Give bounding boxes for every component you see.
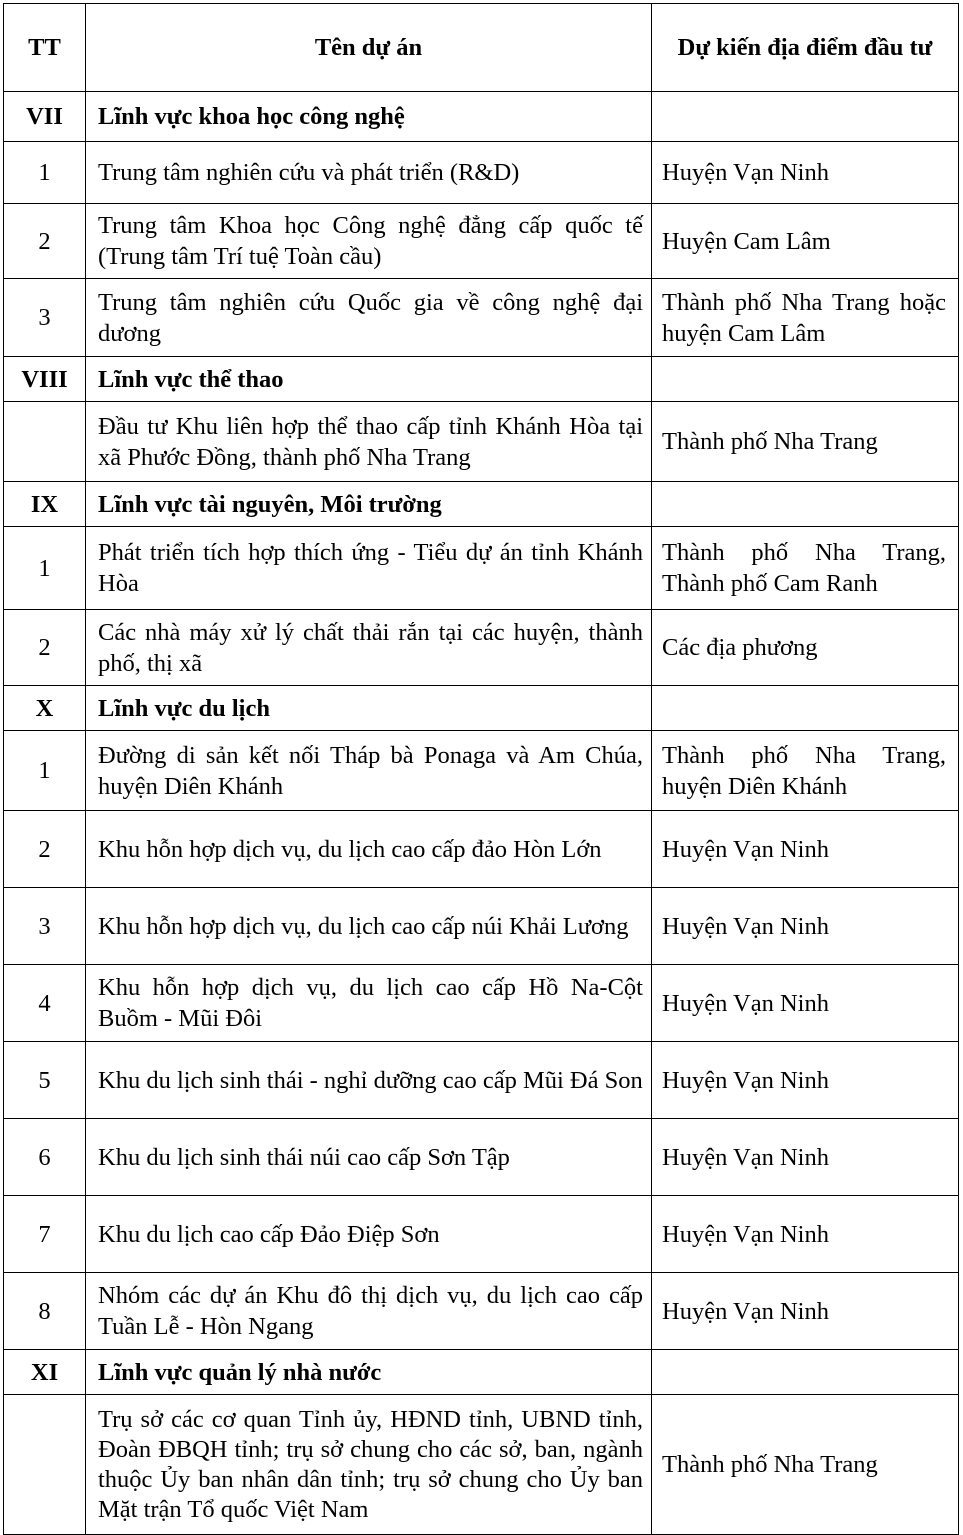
row-name: Trung tâm nghiên cứu và phát triển (R&D) [86, 142, 652, 204]
row-name: Nhóm các dự án Khu đô thị dịch vụ, du lịch cao cấp Tuần Lễ - Hòn Ngang [86, 1273, 652, 1350]
row-name: Khu du lịch cao cấp Đảo Điệp Sơn [86, 1196, 652, 1273]
row-name: Khu du lịch sinh thái núi cao cấp Sơn Tập [86, 1119, 652, 1196]
row-location [652, 1350, 959, 1395]
row-location: Thành phố Nha Trang [652, 1395, 959, 1535]
table-row [4, 279, 959, 357]
section-row [4, 357, 959, 402]
row-location: Huyện Vạn Ninh [652, 1119, 959, 1196]
row-location [652, 482, 959, 527]
row-location: Huyện Vạn Ninh [652, 811, 959, 888]
table-row [4, 1273, 959, 1350]
row-name: Phát triển tích hợp thích ứng - Tiểu dự án tỉnh Khánh Hòa [86, 527, 652, 610]
row-location: Huyện Cam Lâm [652, 204, 959, 279]
row-tt: 2 [4, 610, 86, 686]
table-row [4, 1042, 959, 1119]
row-tt: 1 [4, 527, 86, 610]
table-row [4, 811, 959, 888]
row-location: Huyện Vạn Ninh [652, 965, 959, 1042]
row-name: Lĩnh vực tài nguyên, Môi trường [86, 482, 652, 527]
row-name: Trung tâm Khoa học Công nghệ đẳng cấp quốc tế (Trung tâm Trí tuệ Toàn cầu) [86, 204, 652, 279]
table-row [4, 1395, 959, 1535]
row-location: Thành phố Nha Trang, huyện Diên Khánh [652, 731, 959, 811]
row-name: Lĩnh vực khoa học công nghệ [86, 92, 652, 142]
row-name: Trụ sở các cơ quan Tỉnh ủy, HĐND tỉnh, UBND tỉnh, Đoàn ĐBQH tỉnh; trụ sở chung cho các sở, ban, ngành thuộc Ủy ban nhân dân tỉnh; trụ sở chung cho Ủy ban Mặt trận Tổ quốc Việt Nam [86, 1395, 652, 1535]
row-location: Thành phố Nha Trang, Thành phố Cam Ranh [652, 527, 959, 610]
row-location: Huyện Vạn Ninh [652, 1196, 959, 1273]
header-project-name: Tên dự án [86, 4, 652, 92]
row-location [652, 686, 959, 731]
table-row [4, 965, 959, 1042]
row-name: Khu hỗn hợp dịch vụ, du lịch cao cấp đảo Hòn Lớn [86, 811, 652, 888]
row-tt: 6 [4, 1119, 86, 1196]
row-tt: 2 [4, 204, 86, 279]
header-tt: TT [4, 4, 86, 92]
row-location: Thành phố Nha Trang hoặc huyện Cam Lâm [652, 279, 959, 357]
row-location: Huyện Vạn Ninh [652, 142, 959, 204]
row-tt: XI [4, 1350, 86, 1395]
row-name: Đầu tư Khu liên hợp thể thao cấp tỉnh Khánh Hòa tại xã Phước Đồng, thành phố Nha Trang [86, 402, 652, 482]
row-tt: 5 [4, 1042, 86, 1119]
table-row [4, 1196, 959, 1273]
row-name: Lĩnh vực quản lý nhà nước [86, 1350, 652, 1395]
row-tt: 2 [4, 811, 86, 888]
table-row [4, 610, 959, 686]
row-name: Đường di sản kết nối Tháp bà Ponaga và Am Chúa, huyện Diên Khánh [86, 731, 652, 811]
table-row [4, 204, 959, 279]
row-name: Lĩnh vực du lịch [86, 686, 652, 731]
table-row [4, 731, 959, 811]
table-row [4, 527, 959, 610]
row-location [652, 357, 959, 402]
header-location: Dự kiến địa điểm đầu tư [652, 4, 959, 92]
table-row [4, 1119, 959, 1196]
row-location [652, 92, 959, 142]
row-tt: IX [4, 482, 86, 527]
row-location: Các địa phương [652, 610, 959, 686]
row-name: Khu du lịch sinh thái - nghỉ dưỡng cao cấp Mũi Đá Son [86, 1042, 652, 1119]
row-tt: 3 [4, 888, 86, 965]
row-tt: 1 [4, 731, 86, 811]
table-header-row [4, 4, 959, 92]
section-row [4, 1350, 959, 1395]
row-location: Thành phố Nha Trang [652, 402, 959, 482]
section-row [4, 92, 959, 142]
row-tt: 7 [4, 1196, 86, 1273]
row-tt: VIII [4, 357, 86, 402]
projects-table [3, 3, 959, 1535]
row-name: Các nhà máy xử lý chất thải rắn tại các huyện, thành phố, thị xã [86, 610, 652, 686]
row-name: Lĩnh vực thể thao [86, 357, 652, 402]
section-row [4, 482, 959, 527]
row-name: Khu hỗn hợp dịch vụ, du lịch cao cấp núi Khải Lương [86, 888, 652, 965]
row-name: Trung tâm nghiên cứu Quốc gia về công nghệ đại dương [86, 279, 652, 357]
row-location: Huyện Vạn Ninh [652, 888, 959, 965]
row-tt: X [4, 686, 86, 731]
row-tt: VII [4, 92, 86, 142]
row-location: Huyện Vạn Ninh [652, 1273, 959, 1350]
table-row [4, 402, 959, 482]
row-tt: 8 [4, 1273, 86, 1350]
row-tt: 4 [4, 965, 86, 1042]
row-tt [4, 1395, 86, 1535]
row-tt: 3 [4, 279, 86, 357]
table-row [4, 142, 959, 204]
table-row [4, 888, 959, 965]
row-tt: 1 [4, 142, 86, 204]
section-row [4, 686, 959, 731]
row-tt [4, 402, 86, 482]
row-name: Khu hỗn hợp dịch vụ, du lịch cao cấp Hồ Na-Cột Buồm - Mũi Đôi [86, 965, 652, 1042]
row-location: Huyện Vạn Ninh [652, 1042, 959, 1119]
